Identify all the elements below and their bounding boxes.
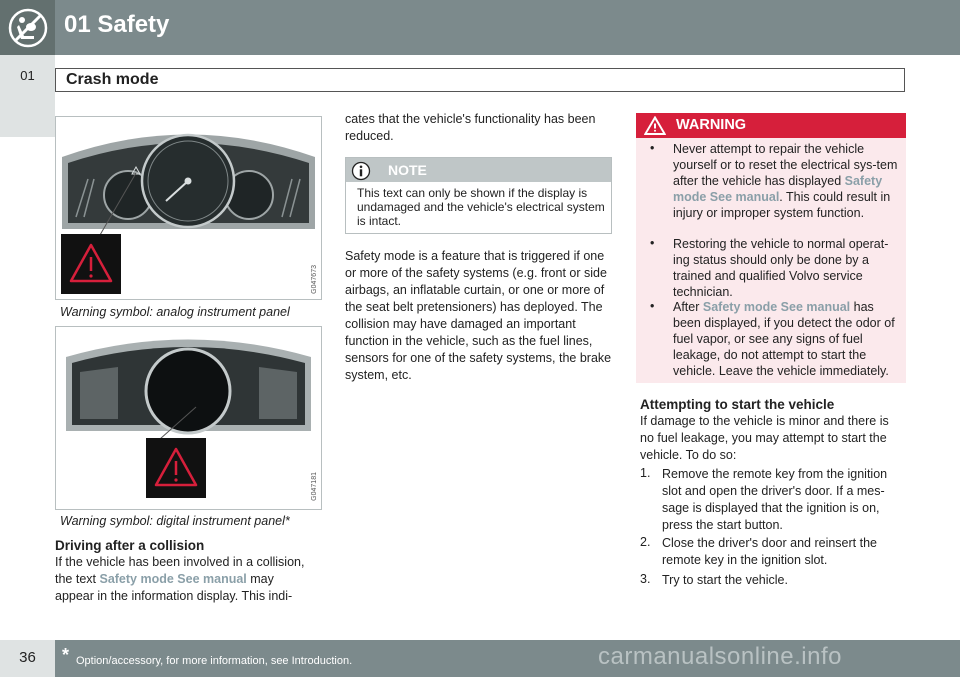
note-text: This text can only be shown if the display is undamaged and the vehicle's electrical system is intact.	[357, 186, 605, 228]
paragraph-line	[55, 571, 325, 588]
step-number: 2.	[640, 535, 651, 549]
footnote-star: *	[62, 645, 70, 665]
step-number: 1.	[640, 466, 651, 480]
step-text: Try to start the vehicle.	[662, 573, 788, 587]
warning-item-text: has been displayed, if you detect the odor of fuel vapor, or see any signs of fuel leakage, do not attempt to start the vehicle. Leave the vehicle immediately.	[673, 300, 895, 378]
figure-code: G047673	[311, 265, 318, 294]
warning-item	[673, 141, 899, 221]
warning-title: WARNING	[676, 117, 747, 133]
warning-item: Restoring the vehicle to normal operat-ing status should only be done by a trained and qualified Volvo service technician.	[673, 237, 889, 299]
paragraph	[55, 554, 325, 605]
paragraph: cates that the vehicle's functionality has been reduced.	[345, 112, 596, 143]
figure-code: G047181	[311, 472, 318, 501]
warning-triangle-icon	[643, 115, 667, 136]
warning-item-text: Never attempt to repair the vehicle yourself or to reset the electrical sys-tem after the vehicle has displayed	[673, 142, 898, 188]
display-message: Safety mode See manual	[673, 174, 883, 204]
warning-triangle-icon	[146, 438, 206, 498]
warning-header	[636, 113, 906, 138]
step-number: 3.	[640, 572, 651, 586]
figure-caption: Warning symbol: digital instrument panel*	[60, 514, 290, 528]
chapter-title: 01 Safety	[64, 11, 170, 38]
note-header	[346, 158, 611, 182]
figure-analog-panel	[55, 116, 322, 300]
warning-triangle-icon	[61, 234, 121, 294]
figure-digital-panel	[55, 326, 322, 510]
step-text: Close the driver's door and reinsert the remote key in the ignition slot.	[662, 536, 877, 567]
note-title: NOTE	[388, 162, 427, 178]
display-message: Safety mode See manual	[99, 572, 247, 586]
chapter-header	[0, 0, 960, 55]
paragraph-text: may	[246, 572, 274, 586]
display-message: Safety mode See manual	[702, 300, 851, 314]
warning-symbol-callout	[146, 438, 206, 498]
bullet: •	[650, 141, 655, 155]
step-text: Remove the remote key from the ignition slot and open the driver's door. If a mes-sage is displayed that the ignition is on, press the start button.	[662, 467, 888, 532]
info-icon	[351, 161, 371, 181]
section-title: Crash mode	[66, 71, 159, 88]
bullet: •	[650, 236, 655, 250]
warning-box	[636, 113, 906, 383]
paragraph-line: appear in the information display. This indi-	[55, 589, 293, 603]
warning-item-text: . This could result in injury or improper system function.	[673, 190, 891, 220]
section-heading: Driving after a collision	[55, 538, 205, 553]
warning-item	[673, 299, 899, 379]
bullet: •	[650, 299, 655, 313]
note-box	[345, 157, 612, 234]
watermark: carmanualsonline.info	[598, 643, 842, 670]
chapter-icon-box	[0, 0, 55, 55]
paragraph-line: If the vehicle has been involved in a collision,	[55, 555, 305, 569]
footnote-text: Option/accessory, for more information, see Introduction.	[76, 655, 353, 667]
figure-caption: Warning symbol: analog instrument panel	[60, 305, 290, 319]
paragraph: If damage to the vehicle is minor and there is no fuel leakage, you may attempt to start the vehicle. To do so:	[640, 414, 889, 462]
warning-symbol-callout	[61, 234, 121, 294]
airbag-seat-icon	[8, 8, 48, 48]
chapter-tab-label: 01	[20, 68, 35, 83]
section-title-bar	[55, 68, 905, 92]
page-number: 36	[19, 649, 36, 666]
warning-item-text: After	[673, 300, 703, 314]
section-heading: Attempting to start the vehicle	[640, 397, 835, 412]
paragraph: Safety mode is a feature that is triggered if one or more of the safety systems (e.g. front or side airbags, an inflatable curtain, or one or more of the seat belt pretensioners) has deployed. The collision may have damaged an important function in the vehicle, such as the fuel lines, sensors for one of the safety systems, the brake system, etc.	[345, 249, 612, 382]
paragraph-text: the text	[55, 572, 100, 586]
